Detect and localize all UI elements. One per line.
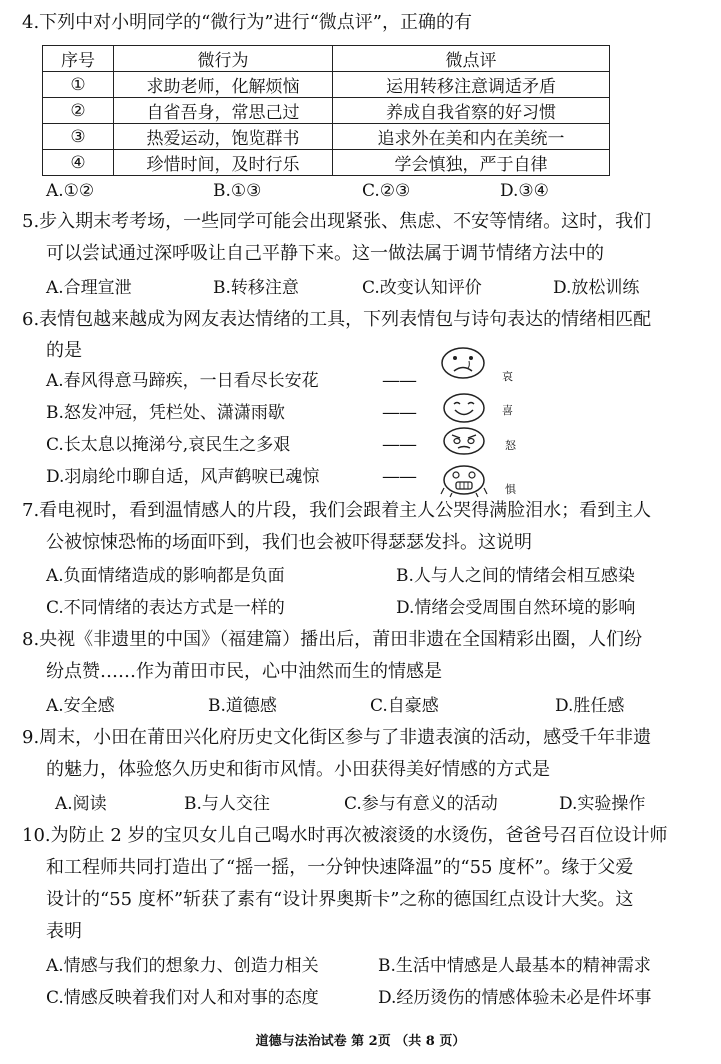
q4-option-b[interactable]: B.①③ <box>213 181 262 201</box>
q9-stem-line: 的魅力，体验悠久历史和街市风情。小田获得美好情感的方式是 <box>46 759 550 780</box>
q8-stem-line: 纷点赞……作为莆田市民，心中油然而生的情感是 <box>46 661 442 682</box>
table-header-row <box>43 46 610 72</box>
q10-option-a[interactable]: A.情感与我们的想象力、创造力相关 <box>46 956 319 976</box>
q10-stem-line: 设计的“55 度杯”斩获了素有“设计界奥斯卡”之称的德国红点设计大奖。这 <box>46 889 634 910</box>
q10-option-d[interactable]: D.经历烫伤的情感体验未必是件坏事 <box>378 988 652 1008</box>
table-cell: 养成自我省察的好习惯 <box>333 98 610 124</box>
q6-dash: —— <box>382 434 416 455</box>
table-cell: 自省吾身，常思己过 <box>114 98 333 124</box>
q4-stem: 4.下列中对小明同学的“微行为”进行“微点评”，正确的有 <box>22 12 472 33</box>
q10-option-c[interactable]: C.情感反映着我们对人和对事的态度 <box>46 988 319 1008</box>
table-header-number: 序号 <box>43 46 114 72</box>
q8-option-a[interactable]: A.安全感 <box>46 696 115 716</box>
q10-stem-line: 表明 <box>46 921 82 942</box>
q6-item-d[interactable]: D.羽扇纶巾聊自适，风声鹤唳已魂惊 <box>46 467 320 487</box>
q6-item-c[interactable]: C.长太息以掩涕兮,哀民生之多艰 <box>46 435 291 455</box>
q6-emotion-label: 怒 <box>505 439 516 452</box>
q8-option-c[interactable]: C.自豪感 <box>370 696 439 716</box>
q7-option-b[interactable]: B.人与人之间的情绪会相互感染 <box>396 566 635 586</box>
q8-stem-line: 8.央视《非遗里的中国》（福建篇）播出后，莆田非遗在全国精彩出圈，人们纷 <box>22 629 643 650</box>
q7-stem-line: 7.看电视时，看到温情感人的片段，我们会跟着主人公哭得满脸泪水；看到主人 <box>22 500 652 521</box>
q8-option-b[interactable]: B.道德感 <box>208 696 277 716</box>
q7-option-d[interactable]: D.情绪会受周围自然环境的影响 <box>396 598 636 618</box>
q4-option-c[interactable]: C.②③ <box>362 181 411 201</box>
q10-stem-line: 和工程师共同打造出了“摇一摇，一分钟快速降温”的“55 度杯”。缘于父爱 <box>46 857 634 878</box>
q7-stem-line: 公被惊悚恐怖的场面吓到，我们也会被吓得瑟瑟发抖。这说明 <box>46 532 532 553</box>
table-row <box>43 124 610 150</box>
table-row <box>43 150 610 176</box>
q4-table <box>42 45 610 176</box>
table-cell: 学会慎独，严于自律 <box>333 150 610 176</box>
q7-option-a[interactable]: A.负面情绪造成的影响都是负面 <box>46 566 285 586</box>
q9-option-b[interactable]: B.与人交往 <box>184 794 270 814</box>
q10-option-b[interactable]: B.生活中情感是人最基本的精神需求 <box>378 956 651 976</box>
table-cell: ③ <box>43 124 114 150</box>
q5-option-b[interactable]: B.转移注意 <box>213 278 299 298</box>
q5-option-d[interactable]: D.放松训练 <box>553 278 640 298</box>
q5-stem-line: 可以尝试通过深呼吸让自己平静下来。这一做法属于调节情绪方法中的 <box>46 243 604 264</box>
q6-stem-line: 6.表情包越来越成为网友表达情绪的工具，下列表情包与诗句表达的情绪相匹配 <box>22 309 652 330</box>
table-header-behavior: 微行为 <box>114 46 333 72</box>
q5-option-c[interactable]: C.改变认知评价 <box>362 278 482 298</box>
q9-option-c[interactable]: C.参与有意义的活动 <box>344 794 498 814</box>
q9-stem-line: 9.周末，小田在莆田兴化府历史文化街区参与了非遗表演的活动，感受千年非遗 <box>22 727 652 748</box>
q4-option-a[interactable]: A.①② <box>46 181 95 201</box>
scared-face-icon <box>440 462 488 498</box>
q6-emotion-label: 哀 <box>502 370 513 383</box>
q10-stem-line: 10.为防止 2 岁的宝贝女儿自己喝水时再次被滚烫的水烫伤，爸爸号召百位设计师 <box>22 825 668 846</box>
table-cell: ④ <box>43 150 114 176</box>
table-cell: ① <box>43 72 114 98</box>
q6-item-a[interactable]: A.春风得意马蹄疾，一日看尽长安花 <box>46 371 319 391</box>
happy-face-icon <box>442 392 486 424</box>
page-footer: 道德与法治试卷 第 2页 （共 8 页） <box>255 1034 466 1049</box>
q6-dash: —— <box>382 370 416 391</box>
angry-face-icon <box>442 426 486 456</box>
q6-emotion-label: 惧 <box>505 483 516 496</box>
table-cell: 热爱运动，饱览群书 <box>114 124 333 150</box>
q6-emotion-label: 喜 <box>502 404 513 417</box>
table-header-comment: 微点评 <box>333 46 610 72</box>
q6-stem-line: 的是 <box>46 340 82 361</box>
q9-option-a[interactable]: A.阅读 <box>55 794 107 814</box>
sad-face-icon <box>440 346 486 380</box>
q5-stem-line: 5.步入期末考考场，一些同学可能会出现紧张、焦虑、不安等情绪。这时，我们 <box>22 211 652 232</box>
q6-item-b[interactable]: B.怒发冲冠，凭栏处、潇潇雨歇 <box>46 403 285 423</box>
q6-dash: —— <box>382 402 416 423</box>
table-row <box>43 72 610 98</box>
table-cell: 运用转移注意调适矛盾 <box>333 72 610 98</box>
q7-option-c[interactable]: C.不同情绪的表达方式是一样的 <box>46 598 285 618</box>
table-cell: 追求外在美和内在美统一 <box>333 124 610 150</box>
q4-option-d[interactable]: D.③④ <box>500 181 549 201</box>
q5-option-a[interactable]: A.合理宣泄 <box>46 278 132 298</box>
table-row <box>43 98 610 124</box>
table-cell: ② <box>43 98 114 124</box>
q6-dash: —— <box>382 466 416 487</box>
table-cell: 求助老师，化解烦恼 <box>114 72 333 98</box>
q9-option-d[interactable]: D.实验操作 <box>559 794 646 814</box>
q8-option-d[interactable]: D.胜任感 <box>555 696 625 716</box>
table-cell: 珍惜时间，及时行乐 <box>114 150 333 176</box>
